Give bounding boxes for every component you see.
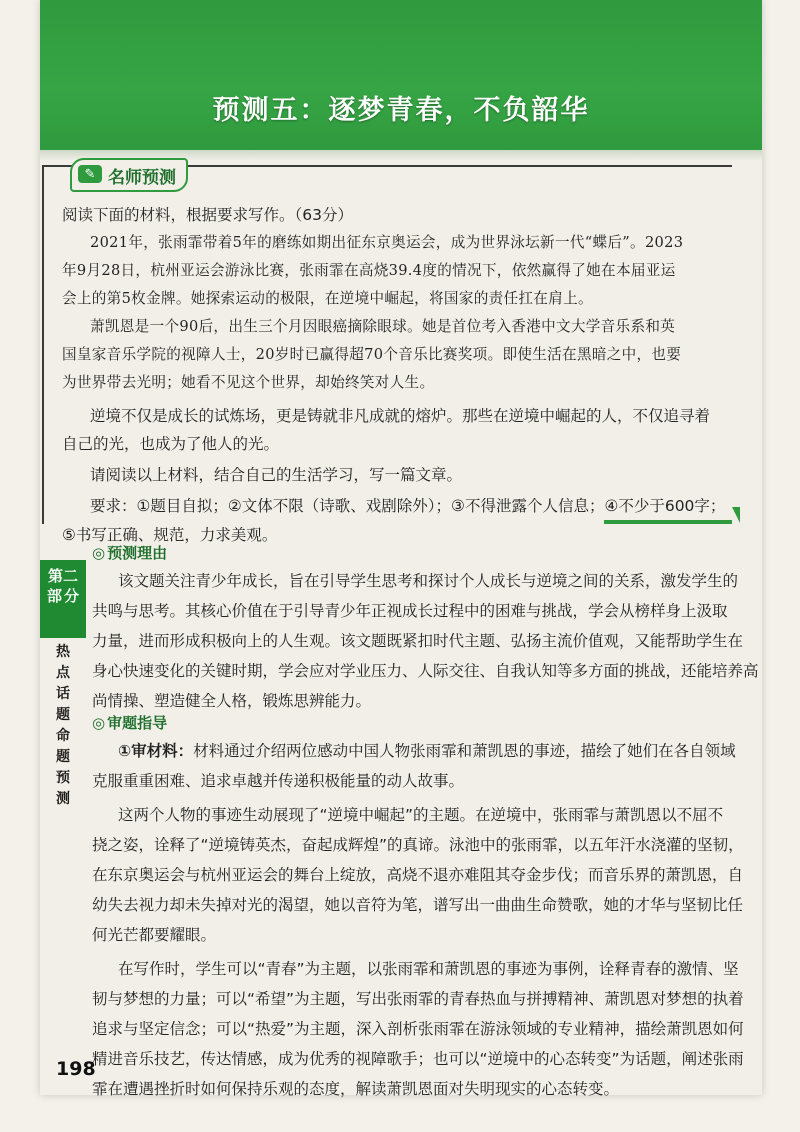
vertical-char: 测 [56, 791, 70, 807]
circle-target-icon: ◎ [92, 714, 106, 732]
circle-target-icon: ◎ [92, 544, 106, 562]
reason-line: 力量，进而形成积极向上的人生观。该文题既紧扣时代主题、弘扬主流价值观，又能帮助学生在 [92, 632, 744, 650]
vertical-char: 热 [56, 644, 70, 660]
part-tab-char: 部 [46, 587, 62, 605]
part-tab-line2 [40, 586, 86, 606]
material-line: 国皇家音乐学院的视障人士，20岁时已赢得超70个音乐比赛奖项。即使生活在黑暗之中，也要 [62, 346, 682, 363]
guide-line: 挠之姿，诠释了“逆境铸英杰，奋起成辉煌”的真谛。泳池中的张雨霏，以五年汗水浇灌的坚韧， [92, 836, 744, 854]
guide-line: 这两个人物的事迹生动展现了“逆境中崛起”的主题。在逆境中，张雨霏与萧凯恩以不屈不 [118, 806, 724, 824]
guide-line: 韧与梦想的力量；可以“希望”为主题，写出张雨霏的青春热血与拼搏精神、萧凯恩对梦想的执着 [92, 990, 744, 1008]
guide-line: 追求与坚定信念；可以“热爱”为主题，深入剖析张雨霏在游泳领域的专业精神，描绘萧凯恩如何 [92, 1020, 744, 1038]
part-tab [40, 560, 86, 638]
heading-text: 审题指导 [107, 714, 168, 732]
part-tab-line1: 第二 [47, 567, 78, 585]
guide-line: 在写作时，学生可以“青春”为主题，以张雨霏和萧凯恩的事迹为事例，诠释青春的激情、坚 [118, 960, 739, 978]
heading-text: 预测理由 [107, 544, 168, 562]
vertical-char: 预 [56, 770, 70, 786]
guide-line: 克服重重困难、追求卓越并传递积极能量的动人故事。 [92, 772, 465, 790]
part-tab-char: 分 [64, 587, 80, 605]
vertical-char: 命 [56, 728, 70, 744]
material-line: 要求：①题目自拟；②文体不限（诗歌、戏剧除外）；③不得泄露个人信息；④不少于600字； [90, 497, 726, 515]
material-line: 萧凯恩是一个90后，出生三个月因眼癌摘除眼球。她是首位考入香港中文大学音乐系和英 [90, 318, 676, 335]
teacher-prediction-tag [70, 158, 188, 192]
reason-line: 尚情操、塑造健全人格，锻炼思辨能力。 [92, 692, 372, 710]
guide-line: 幼失去视力却未失掉对光的渴望，她以音符为笔，谱写出一曲曲生命赞歌，她的才华与坚韧比任 [92, 896, 744, 914]
material-line: 年9月28日，杭州亚运会游泳比赛，张雨霏在高烧39.4度的情况下，依然赢得了她在本届亚运 [62, 262, 676, 279]
vertical-char: 点 [56, 665, 70, 681]
guide-line: 在东京奥运会与杭州亚运会的舞台上绽放，高烧不退亦难阻其夺金步伐；而音乐界的萧凯恩，自 [92, 866, 744, 884]
page-title: 预测五：逐梦青春，不负韶华 [212, 95, 590, 126]
vertical-char: 题 [56, 707, 70, 723]
material-line: 为世界带去光明；她看不见这个世界，却始终笑对人生。 [62, 374, 435, 391]
material-line: 2021年，张雨霏带着5年的磨练如期出征东京奥运会，成为世界泳坛新一代“蝶后”。2023 [90, 234, 684, 251]
material-line: 逆境不仅是成长的试炼场，更是铸就非凡成就的熔炉。那些在逆境中崛起的人，不仅追寻着 [90, 407, 711, 425]
title-banner [40, 0, 762, 150]
vertical-char: 话 [56, 686, 70, 702]
reason-line: 该文题关注青少年成长，旨在引导学生思考和探讨个人成长与逆境之间的关系，激发学生的 [118, 572, 739, 590]
page-number: 198 [56, 1058, 96, 1080]
tag-label: 名师预测 [108, 167, 176, 188]
vertical-char: 题 [56, 749, 70, 765]
guide-line: 何光芒都要耀眼。 [92, 926, 217, 944]
material-line: 请阅读以上材料，结合自己的生活学习，写一篇文章。 [90, 466, 463, 484]
reason-line: 身心快速变化的关键时期，学会应对学业压力、人际交往、自我认知等多方面的挑战，还能培养高 [92, 662, 759, 680]
section-heading-reason [92, 542, 167, 563]
graduation-cap-icon: ✎ [78, 165, 102, 183]
material-line: ⑤书写正确、规范，力求美观。 [62, 526, 278, 544]
guide-line: 精进音乐技艺，传达情感，成为优秀的视障歌手；也可以“逆境中的心态转变”为话题，阐述张雨 [92, 1050, 744, 1068]
guide-line: 霏在遭遇挫折时如何保持乐观的态度，解读萧凯恩面对失明现实的心态转变。 [92, 1080, 620, 1098]
guide-keyword: ①审材料： [118, 742, 194, 760]
reason-line: 共鸣与思考。其核心价值在于引导青少年正视成长过程中的困难与挑战，学会从榜样身上汲取 [92, 602, 728, 620]
section-vertical-label [40, 642, 86, 810]
material-line: 自己的光，也成为了他人的光。 [62, 435, 280, 453]
box-bottom-bar [604, 520, 732, 524]
guide-line [118, 737, 736, 765]
material-line: 会上的第5枚金牌。她探索运动的极限，在逆境中崛起，将国家的责任扛在肩上。 [62, 290, 593, 307]
guide-text: 材料通过介绍两位感动中国人物张雨霏和萧凯恩的事迹，描绘了她们在各自领域 [193, 742, 736, 760]
material-intro: 阅读下面的材料，根据要求写作。（63分） [62, 206, 353, 224]
box-corner-mark [732, 507, 740, 523]
section-heading-guide [92, 712, 167, 733]
